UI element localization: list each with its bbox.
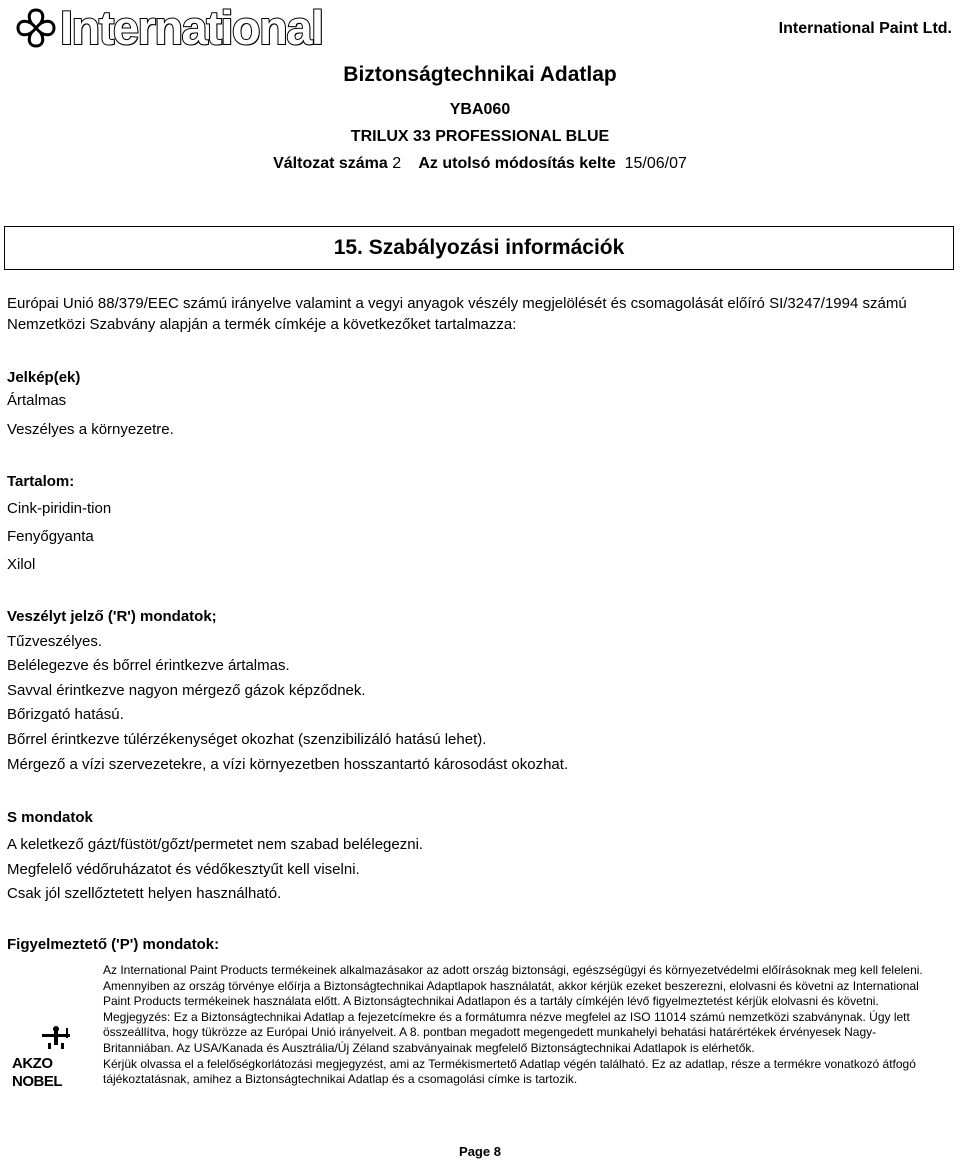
revised-label: Az utolsó módosítás kelte: [418, 155, 616, 172]
international-logo: [14, 1, 323, 54]
r-phrases-heading: Veszélyt jelző ('R') mondatok;: [7, 608, 217, 625]
revised-value: 15/06/07: [624, 155, 687, 172]
section-title-box: [4, 226, 954, 270]
product-name: TRILUX 33 PROFESSIONAL BLUE: [350, 128, 610, 145]
r-phrase: Bőrrel érintkezve túlérzékenységet okozhat (szenzibilizáló hatású lehet).: [7, 731, 487, 748]
version-label: Változat száma: [273, 155, 388, 172]
s-phrases-heading: S mondatok: [7, 809, 93, 826]
company-name: International Paint Ltd.: [778, 20, 952, 37]
intro-paragraph: Európai Unió 88/379/EEC számú irányelve valamint a vegyi anyagok vészély megjelölését és csomagolását előíró SI/3247/1994 számú Nemzetközi Szabvány alapján a termék címkéje a következőket tartalmazza:: [7, 295, 907, 333]
s-phrase: A keletkező gázt/füstöt/gőzt/permetet nem szabad belélegezni.: [7, 836, 424, 853]
s-phrase: Csak jól szellőztetett helyen használható.: [7, 885, 282, 902]
symbols-heading: Jelkép(ek): [7, 369, 81, 386]
international-logo-mark-icon: [14, 6, 58, 50]
r-phrase: Belélegezve és bőrrel érintkezve ártalmas.: [7, 657, 290, 674]
r-phrase: Bőrizgató hatású.: [7, 706, 124, 723]
version-line: [0, 155, 960, 173]
product-code: YBA060: [449, 101, 511, 118]
s-phrase: Megfelelő védőruházatot és védőkesztyűt kell viselni.: [7, 861, 360, 878]
document-title: Biztonságtechnikai Adatlap: [343, 63, 617, 86]
akzo-nobel-wordmark: AKZO NOBEL: [12, 1055, 62, 1090]
content-item: Fenyőgyanta: [7, 528, 94, 545]
contents-heading: Tartalom:: [7, 473, 75, 490]
r-phrase: Mérgező a vízi szervezetekre, a vízi környezetben hosszantartó károsodást okozhat.: [7, 756, 569, 773]
content-item: Xilol: [7, 556, 36, 573]
content-item: Cink-piridin-tion: [7, 500, 112, 517]
footer-note: Az International Paint Products termékeinek alkalmazásakor az adott ország biztonsági, egészségügyi és környezetvédelmi előírásoknak meg kell feleleni.: [103, 963, 923, 977]
footer-note: Amennyiben az ország törvénye előírja a Biztonságtechnikai Adaptlapok használatát, akkor kérjük ezeket beszerezni, elolvasni és követni az International Paint Products termékeinek használata előtt. A Biztonságtechnikai Adatlapon és a tartály címkéjén lévő figyelmeztetést kérjük elolvasni és követni.: [103, 978, 919, 1009]
brand-name: International: [60, 1, 323, 54]
version-value: 2: [392, 155, 402, 172]
symbol-item: Veszélyes a környezetre.: [7, 421, 174, 438]
akzo-nobel-logo: [12, 1025, 96, 1090]
section-title: 15. Szabályozási információk: [333, 236, 625, 259]
r-phrase: Tűzveszélyes.: [7, 633, 103, 650]
p-phrases-heading: Figyelmeztető ('P') mondatok:: [7, 936, 220, 953]
footer-notes: [103, 963, 938, 1088]
akzo-nobel-figure-icon: [12, 1025, 96, 1049]
r-phrase: Savval érintkezve nagyon mérgező gázok képződnek.: [7, 682, 366, 699]
page-number: Page 8: [459, 1144, 501, 1159]
footer-note: Kérjük olvassa el a felelőségkorlátozási megjegyzést, ami az Termékismertető Adatlap végén található. Ez az adatlap, része a termékre vonatkozó átfogó tájékoztatásnak, amihez a Biztonságtechnikai Adatlap és a csomagolási címke is tartozik.: [103, 1056, 916, 1087]
symbol-item: Ártalmas: [7, 392, 67, 409]
footer-note: Megjegyzés: Ez a Biztonságtechnikai Adatlap a fejezetcímekre és a formátumra nézve megfelel az ISO 11014 számú nemzetközi szabványnak. Úgy lett összeállítva, hogy tükrözze az Európai Unió irányelveit. A 8. pontban megadott megengedett munkahelyi behatási határértékek érvényesek Nagy-Britanniában. Az USA/Kanada és Ausztrália/Új Zéland szabványainak megfelelő Biztonságtechnikai Adatlapok is elérhetők.: [103, 1009, 910, 1055]
